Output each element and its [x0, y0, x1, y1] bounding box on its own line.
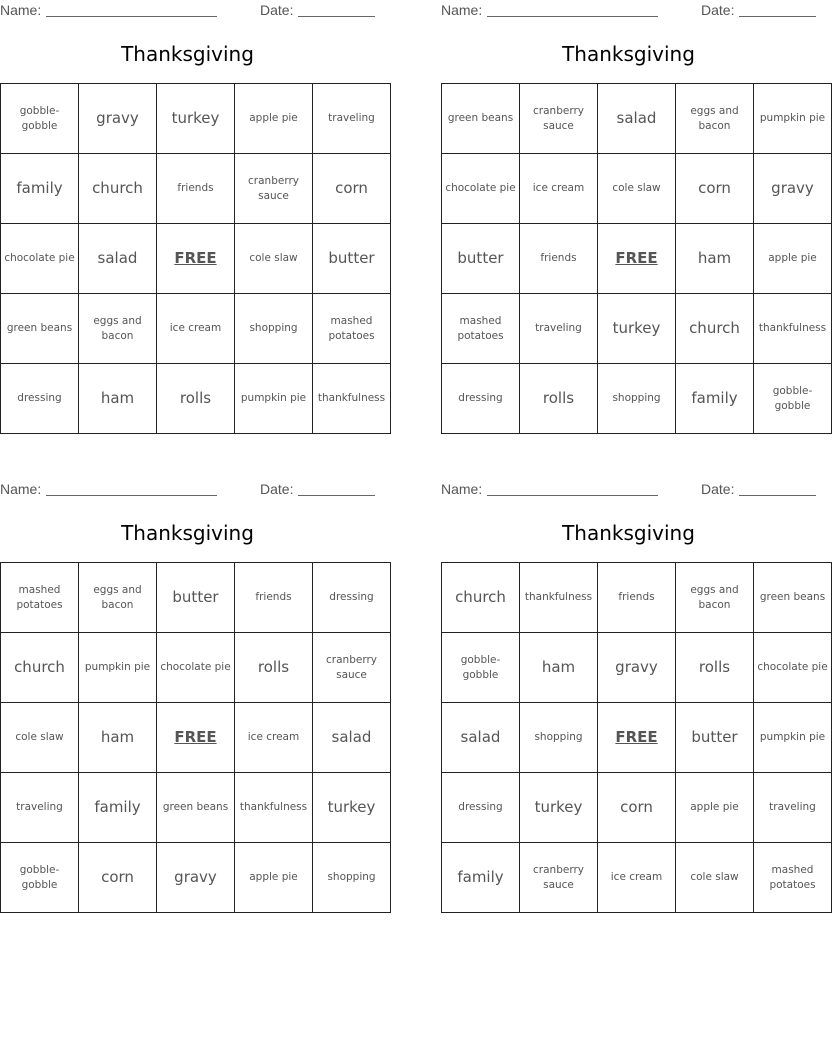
card-header	[0, 2, 375, 20]
bingo-cell: ice cream	[520, 154, 598, 224]
bingo-cell: cranberry sauce	[235, 154, 313, 224]
bingo-cell: friends	[235, 563, 313, 633]
bingo-cell: eggs and bacon	[676, 563, 754, 633]
bingo-cell: apple pie	[235, 843, 313, 913]
bingo-card-3	[0, 479, 375, 914]
bingo-cell: butter	[676, 703, 754, 773]
bingo-cell: friends	[520, 224, 598, 294]
bingo-card-2	[441, 0, 827, 435]
bingo-cell: ham	[79, 364, 157, 434]
bingo-cell: gravy	[598, 633, 676, 703]
bingo-cell: cranberry sauce	[520, 843, 598, 913]
grid-row	[442, 294, 832, 364]
card-header	[441, 2, 816, 20]
bingo-cell: shopping	[598, 364, 676, 434]
card-header	[441, 481, 816, 499]
grid-row	[442, 563, 832, 633]
grid-row	[1, 703, 391, 773]
bingo-cell: shopping	[313, 843, 391, 913]
bingo-cell: salad	[79, 224, 157, 294]
grid-row	[442, 84, 832, 154]
name-blank	[487, 16, 658, 17]
bingo-cell: rolls	[520, 364, 598, 434]
bingo-cell: rolls	[157, 364, 235, 434]
bingo-cell: eggs and bacon	[79, 563, 157, 633]
grid-row	[442, 154, 832, 224]
name-blank	[487, 495, 658, 496]
bingo-cell: green beans	[754, 563, 832, 633]
bingo-cell: ice cream	[235, 703, 313, 773]
bingo-cell: green beans	[157, 773, 235, 843]
bingo-cell: turkey	[313, 773, 391, 843]
bingo-cell: chocolate pie	[442, 154, 520, 224]
bingo-cell: church	[676, 294, 754, 364]
bingo-cell: traveling	[313, 84, 391, 154]
bingo-cell: shopping	[520, 703, 598, 773]
bingo-cell: turkey	[157, 84, 235, 154]
bingo-grid	[0, 83, 391, 434]
bingo-cell: gobble-gobble	[1, 84, 79, 154]
bingo-cell: green beans	[442, 84, 520, 154]
bingo-cell: turkey	[598, 294, 676, 364]
bingo-cell: church	[442, 563, 520, 633]
grid-row	[442, 633, 832, 703]
free-space: FREE	[157, 703, 235, 773]
bingo-cell: butter	[442, 224, 520, 294]
name-blank	[46, 495, 217, 496]
bingo-cell: thankfulness	[754, 294, 832, 364]
name-label: Name:	[441, 2, 483, 18]
bingo-cell: gravy	[79, 84, 157, 154]
bingo-grid	[441, 562, 832, 913]
date-label: Date:	[260, 481, 294, 497]
bingo-cell: dressing	[442, 364, 520, 434]
date-blank	[298, 495, 375, 496]
bingo-cell: apple pie	[235, 84, 313, 154]
grid-row	[1, 364, 391, 434]
bingo-cell: cranberry sauce	[313, 633, 391, 703]
grid-row	[1, 563, 391, 633]
card-title: Thanksgiving	[121, 521, 254, 545]
bingo-cell: butter	[157, 563, 235, 633]
bingo-cell: ice cream	[598, 843, 676, 913]
bingo-cell: mashed potatoes	[1, 563, 79, 633]
grid-row	[1, 294, 391, 364]
grid-row	[1, 773, 391, 843]
bingo-cell: corn	[676, 154, 754, 224]
grid-row	[442, 703, 832, 773]
bingo-cell: traveling	[520, 294, 598, 364]
name-label: Name:	[0, 481, 42, 497]
bingo-cell: gravy	[157, 843, 235, 913]
bingo-cell: pumpkin pie	[754, 703, 832, 773]
date-blank	[739, 16, 816, 17]
bingo-cell: butter	[313, 224, 391, 294]
free-space: FREE	[598, 224, 676, 294]
grid-row	[442, 224, 832, 294]
bingo-grid	[441, 83, 832, 434]
grid-row	[442, 843, 832, 913]
bingo-cell: shopping	[235, 294, 313, 364]
bingo-cell: gobble-gobble	[442, 633, 520, 703]
grid-row	[442, 364, 832, 434]
date-blank	[298, 16, 375, 17]
grid-row	[1, 224, 391, 294]
free-space: FREE	[598, 703, 676, 773]
bingo-cell: thankfulness	[313, 364, 391, 434]
bingo-cell: rolls	[235, 633, 313, 703]
bingo-cell: corn	[598, 773, 676, 843]
bingo-cell: traveling	[754, 773, 832, 843]
bingo-cell: mashed potatoes	[313, 294, 391, 364]
grid-row	[442, 773, 832, 843]
bingo-cell: apple pie	[754, 224, 832, 294]
grid-row	[1, 154, 391, 224]
bingo-cell: family	[1, 154, 79, 224]
bingo-cell: gobble-gobble	[754, 364, 832, 434]
free-space: FREE	[157, 224, 235, 294]
bingo-cell: cole slaw	[676, 843, 754, 913]
date-label: Date:	[260, 2, 294, 18]
bingo-grid	[0, 562, 391, 913]
bingo-cell: chocolate pie	[754, 633, 832, 703]
bingo-card-1	[0, 0, 386, 435]
bingo-cell: pumpkin pie	[79, 633, 157, 703]
bingo-cell: mashed potatoes	[754, 843, 832, 913]
bingo-cell: church	[1, 633, 79, 703]
bingo-cell: salad	[442, 703, 520, 773]
bingo-cell: cole slaw	[235, 224, 313, 294]
bingo-cell: family	[442, 843, 520, 913]
bingo-cell: ham	[676, 224, 754, 294]
date-label: Date:	[701, 2, 735, 18]
bingo-cell: turkey	[520, 773, 598, 843]
bingo-cell: corn	[79, 843, 157, 913]
bingo-cell: family	[676, 364, 754, 434]
grid-row	[1, 843, 391, 913]
bingo-cell: green beans	[1, 294, 79, 364]
card-header	[0, 481, 375, 499]
bingo-cell: thankfulness	[235, 773, 313, 843]
date-label: Date:	[701, 481, 735, 497]
bingo-cell: pumpkin pie	[235, 364, 313, 434]
date-blank	[739, 495, 816, 496]
bingo-cell: salad	[598, 84, 676, 154]
name-label: Name:	[441, 481, 483, 497]
bingo-cell: church	[79, 154, 157, 224]
bingo-cell: dressing	[1, 364, 79, 434]
bingo-cell: chocolate pie	[1, 224, 79, 294]
grid-row	[1, 84, 391, 154]
bingo-cell: cranberry sauce	[520, 84, 598, 154]
card-title: Thanksgiving	[121, 42, 254, 66]
bingo-cell: pumpkin pie	[754, 84, 832, 154]
grid-row	[1, 633, 391, 703]
bingo-cell: thankfulness	[520, 563, 598, 633]
bingo-cell: dressing	[313, 563, 391, 633]
bingo-cell: eggs and bacon	[676, 84, 754, 154]
bingo-cell: friends	[157, 154, 235, 224]
bingo-cell: chocolate pie	[157, 633, 235, 703]
bingo-cell: ice cream	[157, 294, 235, 364]
bingo-card-4	[441, 479, 828, 914]
bingo-cell: ham	[79, 703, 157, 773]
card-title: Thanksgiving	[562, 42, 695, 66]
bingo-cell: mashed potatoes	[442, 294, 520, 364]
bingo-cell: corn	[313, 154, 391, 224]
bingo-cell: eggs and bacon	[79, 294, 157, 364]
name-blank	[46, 16, 217, 17]
bingo-cell: salad	[313, 703, 391, 773]
bingo-cell: dressing	[442, 773, 520, 843]
bingo-cell: rolls	[676, 633, 754, 703]
bingo-cell: traveling	[1, 773, 79, 843]
bingo-cell: ham	[520, 633, 598, 703]
card-title: Thanksgiving	[562, 521, 695, 545]
bingo-cell: friends	[598, 563, 676, 633]
bingo-cell: cole slaw	[598, 154, 676, 224]
bingo-cell: gravy	[754, 154, 832, 224]
name-label: Name:	[0, 2, 42, 18]
bingo-cell: apple pie	[676, 773, 754, 843]
bingo-cell: family	[79, 773, 157, 843]
bingo-cell: gobble-gobble	[1, 843, 79, 913]
bingo-cell: cole slaw	[1, 703, 79, 773]
